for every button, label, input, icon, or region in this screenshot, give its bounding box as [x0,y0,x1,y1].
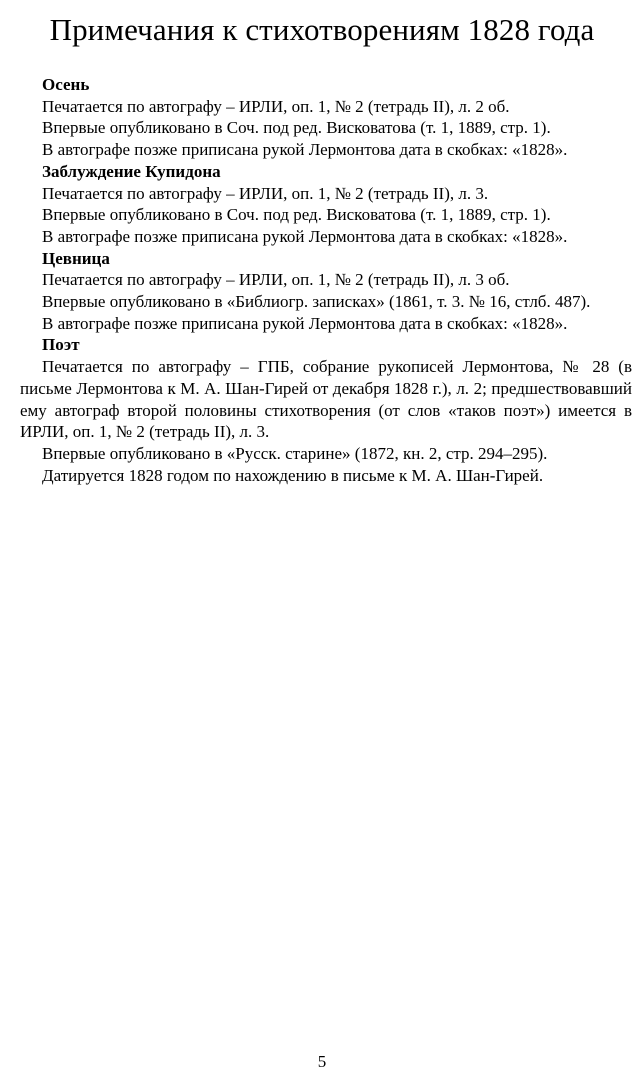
note-paragraph: В автографе позже приписана рукой Лермонтова дата в скобках: «1828». [42,226,568,246]
section-heading: Поэт [42,335,80,355]
note-paragraph: Впервые опубликовано в Соч. под ред. Висковатова (т. 1, 1889, стр. 1). [42,205,551,225]
note-section [20,334,632,486]
section-heading: Осень [42,75,90,94]
note-paragraph: Печатается по автографу – ИРЛИ, оп. 1, № 2 (тетрадь II), л. 3 об. [42,270,510,290]
page-title: Примечания к стихотворениям 1828 года [49,12,595,47]
note-section [20,161,632,248]
notes-body [20,74,632,486]
note-section [20,248,632,335]
note-paragraph: Датируется 1828 годом по нахождению в письме к М. А. Шан-Гирей. [42,465,544,485]
note-paragraph: В автографе позже приписана рукой Лермонтова дата в скобках: «1828». [42,313,568,333]
page-number: 5 [317,1052,327,1071]
note-paragraph: Печатается по автографу – ГПБ, собрание рукописей Лермонтова, № 28 (в письме Лермонтова к М. А. Шан-Гирей от декабря 1828 г.), л. 2; предшествовавший ему автограф второй половины стихотворения (от слов «таков поэт») имеется в ИРЛИ, оп. 1, № 2 (тетрадь II), л. 3. [20,357,632,442]
note-paragraph: Впервые опубликовано в «Библиогр. записках» (1861, т. 3. № 16, стлб. 487). [42,292,591,312]
section-heading: Цевница [42,248,110,268]
note-paragraph: Печатается по автографу – ИРЛИ, оп. 1, № 2 (тетрадь II), л. 3. [42,183,489,203]
note-paragraph: В автографе позже приписана рукой Лермонтова дата в скобках: «1828». [42,140,568,160]
section-heading: Заблуждение Купидона [42,161,221,181]
note-section [20,74,632,161]
note-paragraph: Впервые опубликовано в «Русск. старине» (1872, кн. 2, стр. 294–295). [42,443,548,463]
note-paragraph: Печатается по автографу – ИРЛИ, оп. 1, № 2 (тетрадь II), л. 2 об. [42,96,510,116]
note-paragraph: Впервые опубликовано в Соч. под ред. Висковатова (т. 1, 1889, стр. 1). [42,118,551,138]
